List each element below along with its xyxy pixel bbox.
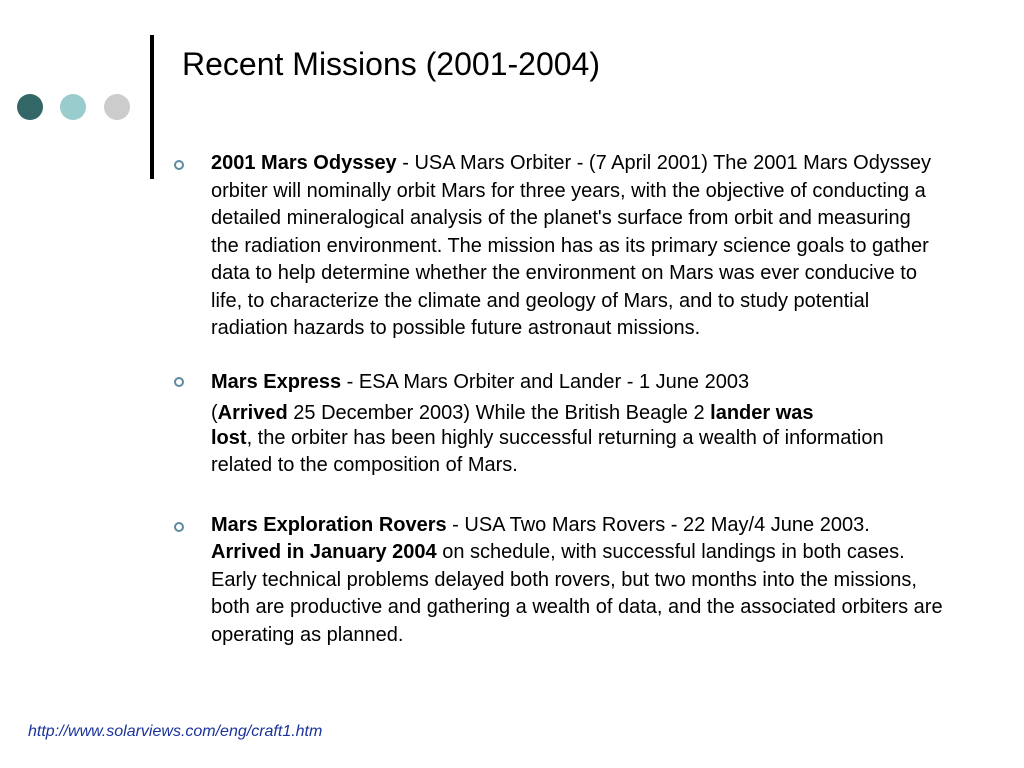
bullet-item-mars-odyssey bbox=[174, 150, 944, 343]
mission-description: - USA Two Mars Rovers - 22 May/4 June 2003. bbox=[446, 513, 870, 536]
lander-lost-text: lander was bbox=[710, 401, 814, 424]
mission-description: 25 December 2003) While the British Beagle 2 bbox=[287, 401, 711, 424]
bullet-list bbox=[174, 150, 944, 649]
source-link[interactable]: http://www.solarviews.com/eng/craft1.htm bbox=[28, 723, 323, 740]
paren: ( bbox=[211, 401, 218, 424]
lander-lost-text: lost bbox=[211, 426, 247, 449]
arrived-label: Arrived bbox=[217, 401, 288, 424]
mission-description: on schedule, with successful landings in both cases. Early technical problems delayed both rovers, but two months into the missions, both are productive and gathering a wealth of data, and the associated orbiters are operating as planned. bbox=[211, 541, 943, 646]
arrived-label: Arrived in January 2004 bbox=[211, 541, 437, 563]
mission-description: , the orbiter has been highly successful returning a wealth of information related to the composition of Mars. bbox=[211, 426, 884, 476]
mission-name: Mars Express bbox=[211, 370, 342, 393]
bullet-item-mars-express bbox=[174, 367, 944, 480]
decor-dot-gray bbox=[104, 94, 130, 120]
mission-name: 2001 Mars Odyssey bbox=[211, 152, 397, 174]
slide-title: Recent Missions (2001-2004) bbox=[182, 46, 600, 82]
bullet-icon bbox=[174, 160, 184, 170]
title-divider bbox=[150, 35, 154, 179]
bullet-icon bbox=[174, 377, 184, 387]
mission-description: - USA Mars Orbiter - (7 April 2001) The 2001 Mars Odyssey orbiter will nominally orbit Mars for three years, with the objective of conducting a detailed mineralogical analysis of the planet's surface from orbit and measuring the radiation environment. The mission has as its primary science goals to gather data to help determine whether the environment on Mars was ever conducive to life, to characterize the climate and geology of Mars, and to study potential radiation hazards to possible future astronaut missions. bbox=[211, 152, 931, 339]
bullet-item-mars-rovers bbox=[174, 512, 944, 650]
decor-dot-dark bbox=[17, 94, 43, 120]
decor-dot-light bbox=[60, 94, 86, 120]
bullet-icon bbox=[174, 522, 184, 532]
mission-description: - ESA Mars Orbiter and Lander - 1 June 2003 bbox=[341, 370, 750, 393]
mission-name: Mars Exploration Rovers bbox=[211, 513, 447, 536]
